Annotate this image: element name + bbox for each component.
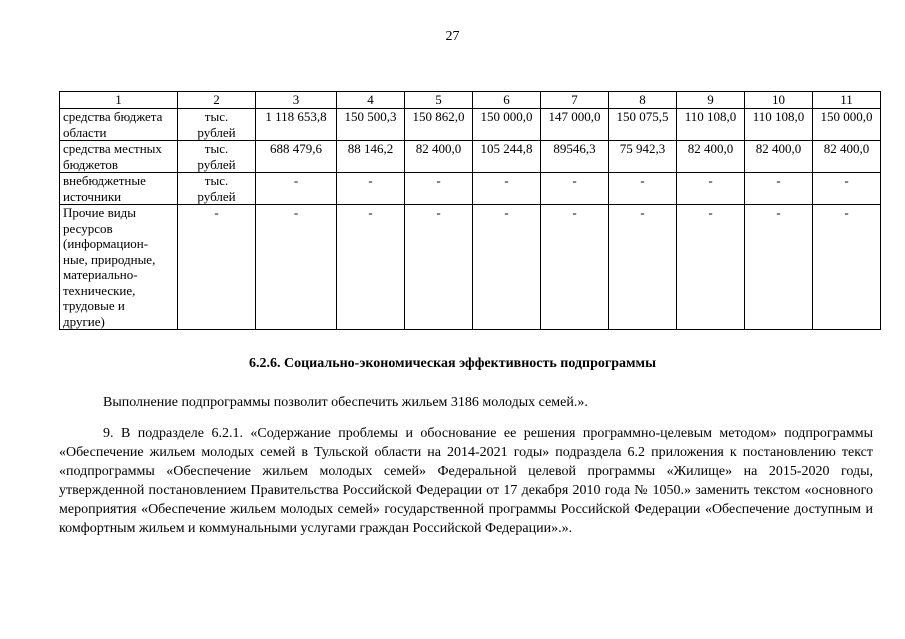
resource-name-line: другие) xyxy=(63,313,105,329)
column-number: 2 xyxy=(178,92,256,109)
table-row xyxy=(60,205,881,330)
resource-name-line: средства местных xyxy=(63,141,162,156)
value-cell: - xyxy=(337,205,405,330)
resource-name-line: ные, природные, xyxy=(63,251,156,267)
resource-name xyxy=(60,173,178,205)
resource-name-line: средства бюджета xyxy=(63,109,163,124)
value-cell: 150 000,0 xyxy=(813,109,881,141)
value-cell: - xyxy=(256,173,337,205)
resource-name-line: источники xyxy=(63,188,122,204)
value-cell: 110 108,0 xyxy=(745,109,813,141)
value-cell: - xyxy=(745,173,813,205)
table-row xyxy=(60,141,881,173)
resource-name-line: трудовые и xyxy=(63,298,125,313)
value-cell: 82 400,0 xyxy=(745,141,813,173)
column-number: 7 xyxy=(541,92,609,109)
column-number: 6 xyxy=(473,92,541,109)
resource-name-line: области xyxy=(63,124,107,140)
table-header-row xyxy=(60,92,881,109)
value-cell: 75 942,3 xyxy=(609,141,677,173)
paragraph-amendment: 9. В подразделе 6.2.1. «Содержание проблемы и обоснование ее решения программно-целевым методом» подпрограммы «Обеспечение жильем молодых семей в Тульской области на 2014-2021 годы» подраздела 6.2 приложения к постановлению текст «подпрограммы «Обеспечение жильем молодых семей» Федеральной целевой программы «Жилище» на 2015-2020 годы, утвержденной постановлением Правительства Российской Федерации от 17 декабря 2010 года № 1050.» заменить текстом «основного мероприятия «Обеспечение жильем молодых семей» государственной программы Российской Федерации «Обеспечение доступным и комфортным жильем и коммунальными услугами граждан Российской Федерации».». xyxy=(59,426,873,536)
value-cell: 89546,3 xyxy=(541,141,609,173)
resource-name-line: материально- xyxy=(63,267,138,282)
column-number: 11 xyxy=(813,92,881,109)
value-cell: - xyxy=(609,205,677,330)
value-cell: - xyxy=(473,205,541,330)
resource-name xyxy=(60,205,178,330)
resource-name xyxy=(60,141,178,173)
value-cell: - xyxy=(337,173,405,205)
value-cell: - xyxy=(473,173,541,205)
value-cell: 150 075,5 xyxy=(609,109,677,141)
value-cell: - xyxy=(745,205,813,330)
unit-line: рублей xyxy=(197,188,236,204)
unit-line: тыс. xyxy=(204,109,229,124)
value-cell: 150 500,3 xyxy=(337,109,405,141)
unit-cell xyxy=(178,205,256,330)
resource-name xyxy=(60,109,178,141)
value-cell: - xyxy=(813,205,881,330)
page-number: 27 xyxy=(445,29,460,44)
resource-name-line: бюджетов xyxy=(63,156,119,172)
value-cell: 688 479,6 xyxy=(256,141,337,173)
value-cell: - xyxy=(677,205,745,330)
unit-cell xyxy=(178,141,256,173)
value-cell: - xyxy=(405,173,473,205)
resource-table xyxy=(59,91,881,330)
resource-name-line: технические, xyxy=(63,282,136,298)
value-cell: 82 400,0 xyxy=(677,141,745,173)
unit-line: - xyxy=(214,205,219,220)
value-cell: 82 400,0 xyxy=(813,141,881,173)
column-number: 8 xyxy=(609,92,677,109)
value-cell: - xyxy=(609,173,677,205)
column-number: 5 xyxy=(405,92,473,109)
resource-name-line: внебюджетные xyxy=(63,173,146,188)
unit-cell xyxy=(178,109,256,141)
resource-name-line: (информацион- xyxy=(63,236,149,251)
value-cell: 147 000,0 xyxy=(541,109,609,141)
column-number: 3 xyxy=(256,92,337,109)
table-row xyxy=(60,173,881,205)
column-number: 1 xyxy=(60,92,178,109)
value-cell: 150 000,0 xyxy=(473,109,541,141)
column-number: 9 xyxy=(677,92,745,109)
column-number: 4 xyxy=(337,92,405,109)
section-title: 6.2.6. Социально-экономическая эффективность подпрограммы xyxy=(248,356,657,371)
value-cell: - xyxy=(405,205,473,330)
value-cell: - xyxy=(813,173,881,205)
unit-line: рублей xyxy=(197,124,236,140)
resource-name-line: ресурсов xyxy=(63,220,113,236)
value-cell: - xyxy=(541,173,609,205)
column-number: 10 xyxy=(745,92,813,109)
unit-cell xyxy=(178,173,256,205)
unit-line: тыс. xyxy=(204,141,229,156)
table-row xyxy=(60,109,881,141)
value-cell: - xyxy=(256,205,337,330)
value-cell: 1 118 653,8 xyxy=(256,109,337,141)
paragraph-result: Выполнение подпрограммы позволит обеспечить жильем 3186 молодых семей.». xyxy=(103,395,588,410)
value-cell: 82 400,0 xyxy=(405,141,473,173)
resource-name-line: Прочие виды xyxy=(63,205,137,220)
value-cell: 105 244,8 xyxy=(473,141,541,173)
value-cell: 150 862,0 xyxy=(405,109,473,141)
value-cell: 88 146,2 xyxy=(337,141,405,173)
unit-line: тыс. xyxy=(204,173,229,188)
unit-line: рублей xyxy=(197,156,236,172)
value-cell: - xyxy=(677,173,745,205)
value-cell: 110 108,0 xyxy=(677,109,745,141)
value-cell: - xyxy=(541,205,609,330)
